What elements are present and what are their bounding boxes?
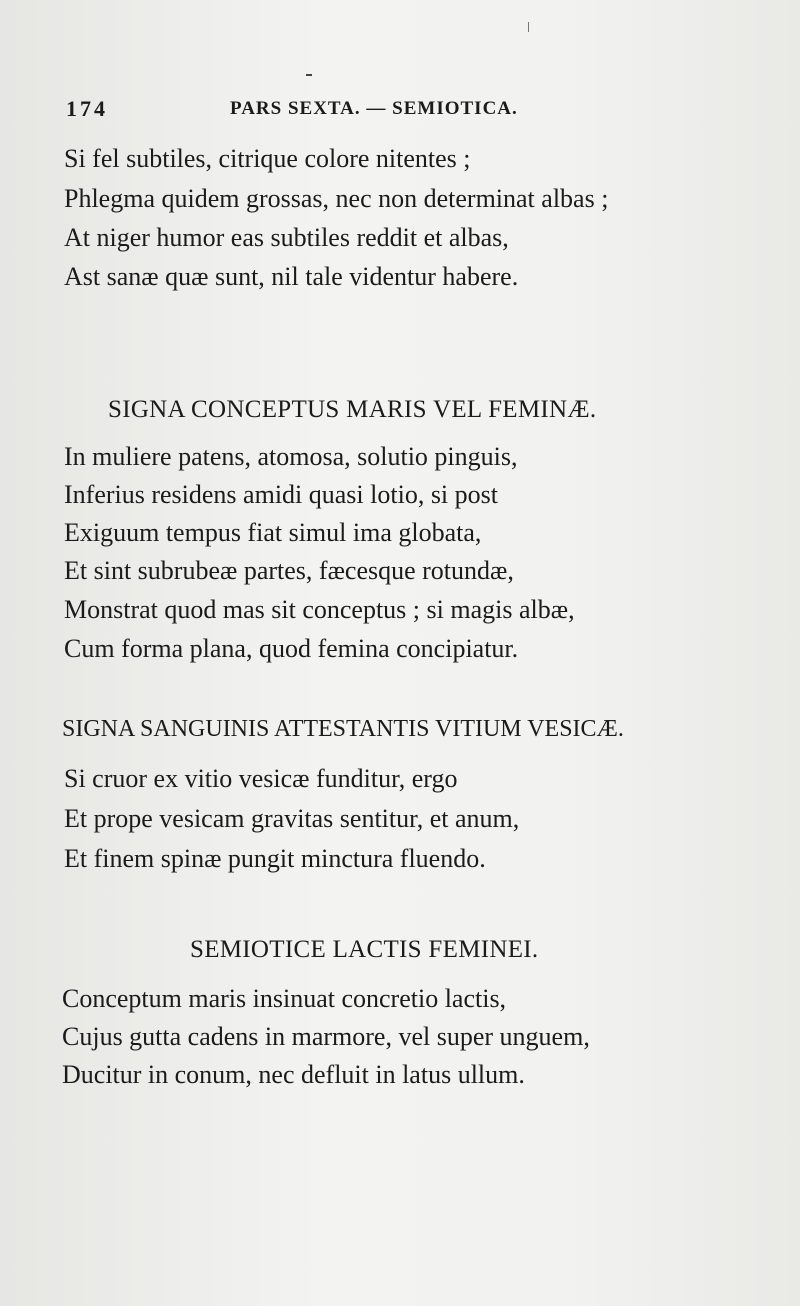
- section-title: SIGNA CONCEPTUS MARIS VEL FEMINÆ.: [108, 396, 597, 423]
- verse-line: Phlegma quidem grossas, nec non determinat albas ;: [64, 184, 609, 213]
- page-number: 174: [66, 96, 108, 121]
- verse-line: Ducitur in conum, nec defluit in latus ullum.: [62, 1060, 525, 1089]
- verse-line: Si fel subtiles, citrique colore nitentes ;: [64, 144, 471, 173]
- margin-mark: [528, 22, 529, 32]
- verse-line: Exiguum tempus fiat simul ima globata,: [64, 518, 482, 547]
- verse-line: At niger humor eas subtiles reddit et albas,: [64, 223, 509, 252]
- verse-line: In muliere patens, atomosa, solutio pinguis,: [64, 442, 518, 471]
- verse-line: Cujus gutta cadens in marmore, vel super unguem,: [62, 1022, 590, 1051]
- verse-line: Et finem spinæ pungit minctura fluendo.: [64, 844, 486, 873]
- verse-line: Et prope vesicam gravitas sentitur, et anum,: [64, 804, 520, 833]
- verse-line: Cum forma plana, quod femina concipiatur.: [64, 634, 519, 663]
- verse-line: Conceptum maris insinuat concretio lactis,: [62, 984, 507, 1013]
- printer-mark: [306, 74, 312, 76]
- verse-line: Et sint subrubeæ partes, fæcesque rotundæ,: [64, 556, 514, 585]
- verse-line: Monstrat quod mas sit conceptus ; si magis albæ,: [64, 595, 575, 624]
- page-header: [66, 96, 560, 126]
- running-head: PARS SEXTA. — SEMIOTICA.: [230, 98, 518, 119]
- section-title: SEMIOTICE LACTIS FEMINEI.: [190, 936, 539, 963]
- verse-line: Si cruor ex vitio vesicæ funditur, ergo: [64, 764, 458, 793]
- verse-line: Inferius residens amidi quasi lotio, si post: [64, 480, 499, 509]
- section-title: SIGNA SANGUINIS ATTESTANTIS VITIUM VESICÆ.: [62, 716, 624, 742]
- verse-line: Ast sanæ quæ sunt, nil tale videntur habere.: [64, 262, 519, 291]
